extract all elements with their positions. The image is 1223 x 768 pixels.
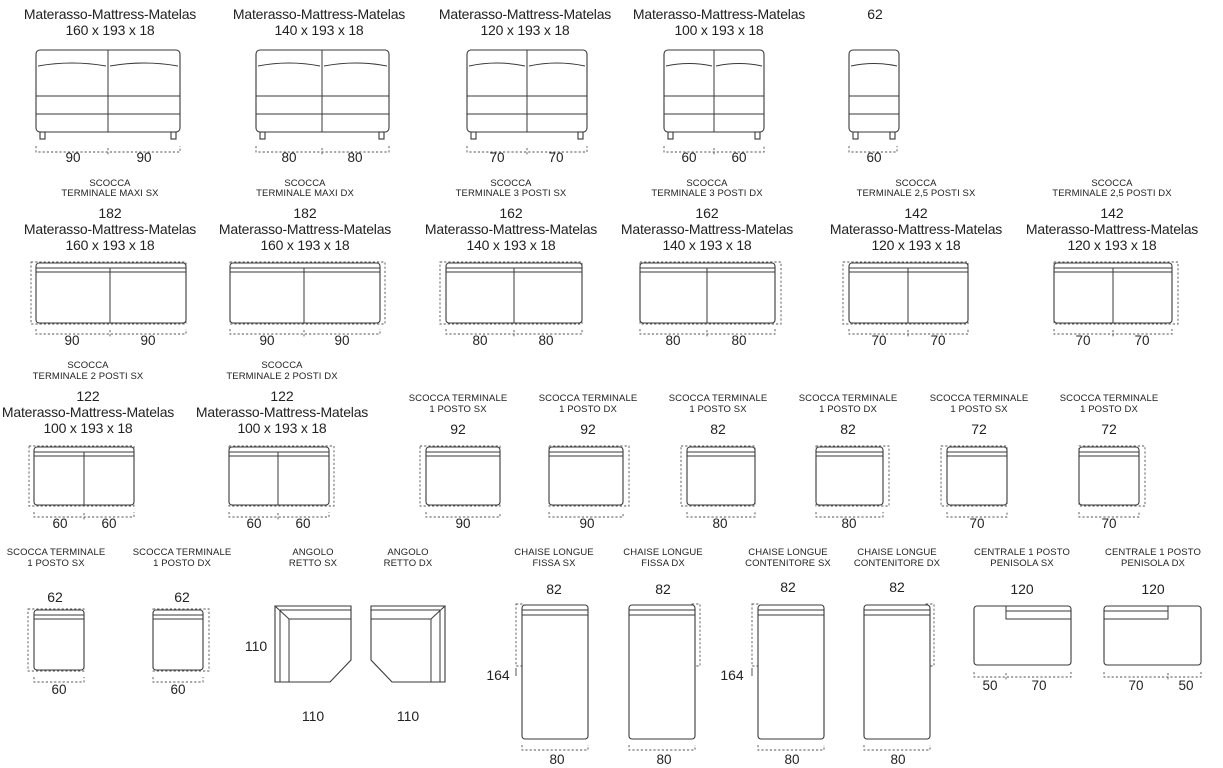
dimension-label: 80 [890, 752, 906, 767]
dimension-label: 60 [101, 516, 117, 531]
dimension-label: 90 [64, 333, 80, 348]
module-width: 110 [396, 708, 420, 724]
module-width: 162 [695, 205, 719, 221]
dimension-label: 70 [489, 150, 505, 165]
dimension-label: 90 [579, 516, 595, 531]
module-caption: SCOCCA [686, 178, 728, 189]
mattress-size: 160 x 193 x 18 [65, 22, 155, 38]
module-top-view [230, 262, 385, 338]
module-caption: SCOCCA [1091, 178, 1133, 189]
dimension-label: 80 [472, 333, 488, 348]
module-top-view [941, 446, 1007, 517]
dimension-label: 80 [841, 516, 857, 531]
module-caption: CHAISE LONGUE [857, 547, 937, 558]
module-top-view [31, 262, 186, 338]
module-width: 62 [47, 589, 63, 605]
dimension-label: 70 [1075, 333, 1091, 348]
module-caption: TERMINALE 2 POSTI SX [32, 371, 144, 382]
module-width: 82 [780, 579, 796, 595]
dimension-label: 80 [549, 752, 565, 767]
module-caption: PENISOLA DX [1121, 558, 1185, 569]
mattress-size: 140 x 193 x 18 [274, 22, 364, 38]
module-caption: SCOCCA [490, 178, 532, 189]
dimension-label: 70 [1031, 678, 1047, 693]
module-front-view [256, 50, 389, 156]
dimension-label: 70 [548, 150, 564, 165]
dimension-label: 60 [866, 150, 882, 165]
module-caption: TERMINALE 3 POSTI SX [455, 188, 567, 199]
module-caption: SCOCCA TERMINALE [6, 547, 106, 558]
module-front-view [664, 50, 764, 156]
module-front-view [849, 50, 899, 152]
module-caption: SCOCCA TERMINALE [538, 393, 638, 404]
module-caption: 1 POSTO SX [689, 404, 747, 415]
mattress-label: Materasso-Mattress-Matelas [23, 221, 197, 237]
module-caption: RETTO SX [288, 558, 338, 569]
mattress-size: 140 x 193 x 18 [466, 237, 556, 253]
module-width: 72 [971, 421, 987, 437]
module-width: 182 [98, 205, 122, 221]
module-width: 82 [840, 421, 856, 437]
module-width: 122 [76, 388, 100, 404]
module-top-view [816, 446, 889, 517]
module-top-view [229, 446, 334, 521]
mattress-label: Materasso-Mattress-Matelas [195, 404, 369, 420]
module-top-view [28, 609, 84, 682]
dimension-label: 70 [1101, 516, 1117, 531]
module-caption: CONTENITORE SX [745, 558, 831, 569]
chaise-module [516, 604, 588, 750]
module-depth: 110 [244, 638, 268, 654]
module-front-view [467, 50, 587, 156]
module-caption: TERMINALE MAXI DX [256, 188, 354, 199]
module-width: 120 [1010, 581, 1034, 597]
module-width: 62 [867, 6, 883, 22]
module-length: 164 [486, 667, 510, 683]
chaise-module [629, 604, 700, 750]
mattress-size: 100 x 193 x 18 [674, 22, 764, 38]
module-top-view [153, 609, 209, 682]
dimension-label: 80 [656, 752, 672, 767]
mattress-label: Materasso-Mattress-Matelas [424, 221, 598, 237]
module-width: 82 [546, 581, 562, 597]
module-caption: CHAISE LONGUE [623, 547, 703, 558]
module-caption: CONTENITORE DX [853, 558, 941, 569]
module-caption: 1 POSTO DX [559, 404, 617, 415]
mattress-label: Materasso-Mattress-Matelas [232, 6, 406, 22]
dimension-label: 90 [334, 333, 350, 348]
central-module [974, 606, 1071, 681]
chaise-module [864, 604, 934, 750]
mattress-label: Materasso-Mattress-Matelas [438, 6, 612, 22]
module-caption: TERMINALE 2,5 POSTI DX [1052, 188, 1172, 199]
module-caption: FISSA DX [641, 558, 685, 569]
dimension-label: 60 [51, 682, 67, 697]
module-top-view [549, 446, 629, 517]
chaise-module [752, 604, 824, 750]
dimension-label: 70 [1128, 678, 1144, 693]
dimension-label: 90 [140, 333, 156, 348]
mattress-label: Materasso-Mattress-Matelas [218, 221, 392, 237]
module-caption: TERMINALE MAXI SX [61, 188, 159, 199]
module-caption: RETTO DX [383, 558, 433, 569]
mattress-size: 160 x 193 x 18 [65, 237, 155, 253]
module-front-view [36, 50, 180, 156]
dimension-label: 80 [665, 333, 681, 348]
mattress-size: 120 x 193 x 18 [480, 22, 570, 38]
module-caption: SCOCCA TERMINALE [798, 393, 898, 404]
module-caption: SCOCCA TERMINALE [132, 547, 232, 558]
mattress-label: Materasso-Mattress-Matelas [829, 221, 1003, 237]
module-caption: FISSA SX [532, 558, 576, 569]
dimension-label: 50 [982, 678, 998, 693]
dimension-label: 70 [969, 516, 985, 531]
mattress-size: 140 x 193 x 18 [662, 237, 752, 253]
module-length: 164 [720, 667, 744, 683]
module-width: 82 [710, 421, 726, 437]
module-caption: SCOCCA TERMINALE [408, 393, 508, 404]
dimension-label: 80 [784, 752, 800, 767]
module-width: 182 [293, 205, 317, 221]
mattress-size: 160 x 193 x 18 [260, 237, 350, 253]
module-caption: 1 POSTO DX [819, 404, 877, 415]
module-caption: SCOCCA TERMINALE [929, 393, 1029, 404]
dimension-label: 80 [281, 150, 297, 165]
mattress-size: 120 x 193 x 18 [1067, 237, 1157, 253]
module-top-view [843, 262, 968, 338]
module-caption: SCOCCA [284, 178, 326, 189]
module-width: 82 [889, 579, 905, 595]
mattress-size: 120 x 193 x 18 [871, 237, 961, 253]
module-width: 110 [301, 708, 325, 724]
module-caption: SCOCCA [89, 178, 131, 189]
module-width: 120 [1141, 581, 1165, 597]
corner-module [371, 606, 445, 682]
dimension-label: 70 [930, 333, 946, 348]
module-top-view [1079, 446, 1145, 517]
module-caption: SCOCCA TERMINALE [1059, 393, 1159, 404]
mattress-label: Materasso-Mattress-Matelas [23, 6, 197, 22]
dimension-label: 90 [455, 516, 471, 531]
dimension-label: 60 [295, 516, 311, 531]
module-caption: SCOCCA [67, 360, 109, 371]
dimension-label: 60 [52, 516, 68, 531]
mattress-size: 100 x 193 x 18 [237, 420, 327, 436]
module-caption: CENTRALE 1 POSTO [974, 547, 1070, 558]
module-width: 92 [580, 421, 596, 437]
module-width: 142 [1100, 205, 1124, 221]
module-width: 82 [655, 581, 671, 597]
dimension-label: 90 [259, 333, 275, 348]
module-caption: TERMINALE 2,5 POSTI SX [856, 188, 976, 199]
module-width: 142 [904, 205, 928, 221]
module-caption: 1 POSTO SX [429, 404, 487, 415]
module-caption: TERMINALE 2 POSTI DX [226, 371, 338, 382]
corner-module [275, 606, 351, 682]
module-caption: TERMINALE 3 POSTI DX [651, 188, 763, 199]
module-caption: 1 POSTO SX [950, 404, 1008, 415]
dimension-label: 80 [347, 150, 363, 165]
module-top-view [640, 262, 781, 338]
module-caption: CHAISE LONGUE [514, 547, 594, 558]
mattress-label: Materasso-Mattress-Matelas [620, 221, 794, 237]
module-caption: CHAISE LONGUE [748, 547, 828, 558]
dimension-label: 60 [681, 150, 697, 165]
module-caption: ANGOLO [292, 547, 334, 558]
module-top-view [681, 446, 755, 517]
mattress-label: Materasso-Mattress-Matelas [1, 404, 175, 420]
mattress-size: 100 x 193 x 18 [43, 420, 133, 436]
dimension-label: 60 [170, 682, 186, 697]
dimension-label: 50 [1178, 678, 1194, 693]
central-module [1104, 606, 1201, 681]
module-caption: 1 POSTO DX [153, 558, 211, 569]
dimension-label: 60 [246, 516, 262, 531]
module-caption: SCOCCA [261, 360, 303, 371]
module-top-view [1054, 262, 1178, 338]
dimension-label: 80 [712, 516, 728, 531]
dimension-label: 90 [136, 150, 152, 165]
module-caption: SCOCCA [895, 178, 937, 189]
module-caption: CENTRALE 1 POSTO [1105, 547, 1201, 558]
module-top-view [420, 446, 500, 517]
module-width: 62 [174, 589, 190, 605]
module-width: 72 [1101, 421, 1117, 437]
module-top-view [440, 262, 582, 338]
dimension-label: 80 [731, 333, 747, 348]
dimension-label: 70 [1134, 333, 1150, 348]
module-width: 122 [270, 388, 294, 404]
dimension-label: 70 [871, 333, 887, 348]
module-top-view [29, 446, 134, 521]
module-caption: PENISOLA SX [990, 558, 1054, 569]
dimension-label: 90 [65, 150, 81, 165]
module-width: 162 [499, 205, 523, 221]
mattress-label: Materasso-Mattress-Matelas [1025, 221, 1199, 237]
mattress-label: Materasso-Mattress-Matelas [632, 6, 806, 22]
module-caption: ANGOLO [387, 547, 429, 558]
dimension-label: 80 [538, 333, 554, 348]
module-width: 92 [450, 421, 466, 437]
module-caption: 1 POSTO DX [1080, 404, 1138, 415]
dimension-label: 60 [731, 150, 747, 165]
module-caption: 1 POSTO SX [27, 558, 85, 569]
module-caption: SCOCCA TERMINALE [668, 393, 768, 404]
